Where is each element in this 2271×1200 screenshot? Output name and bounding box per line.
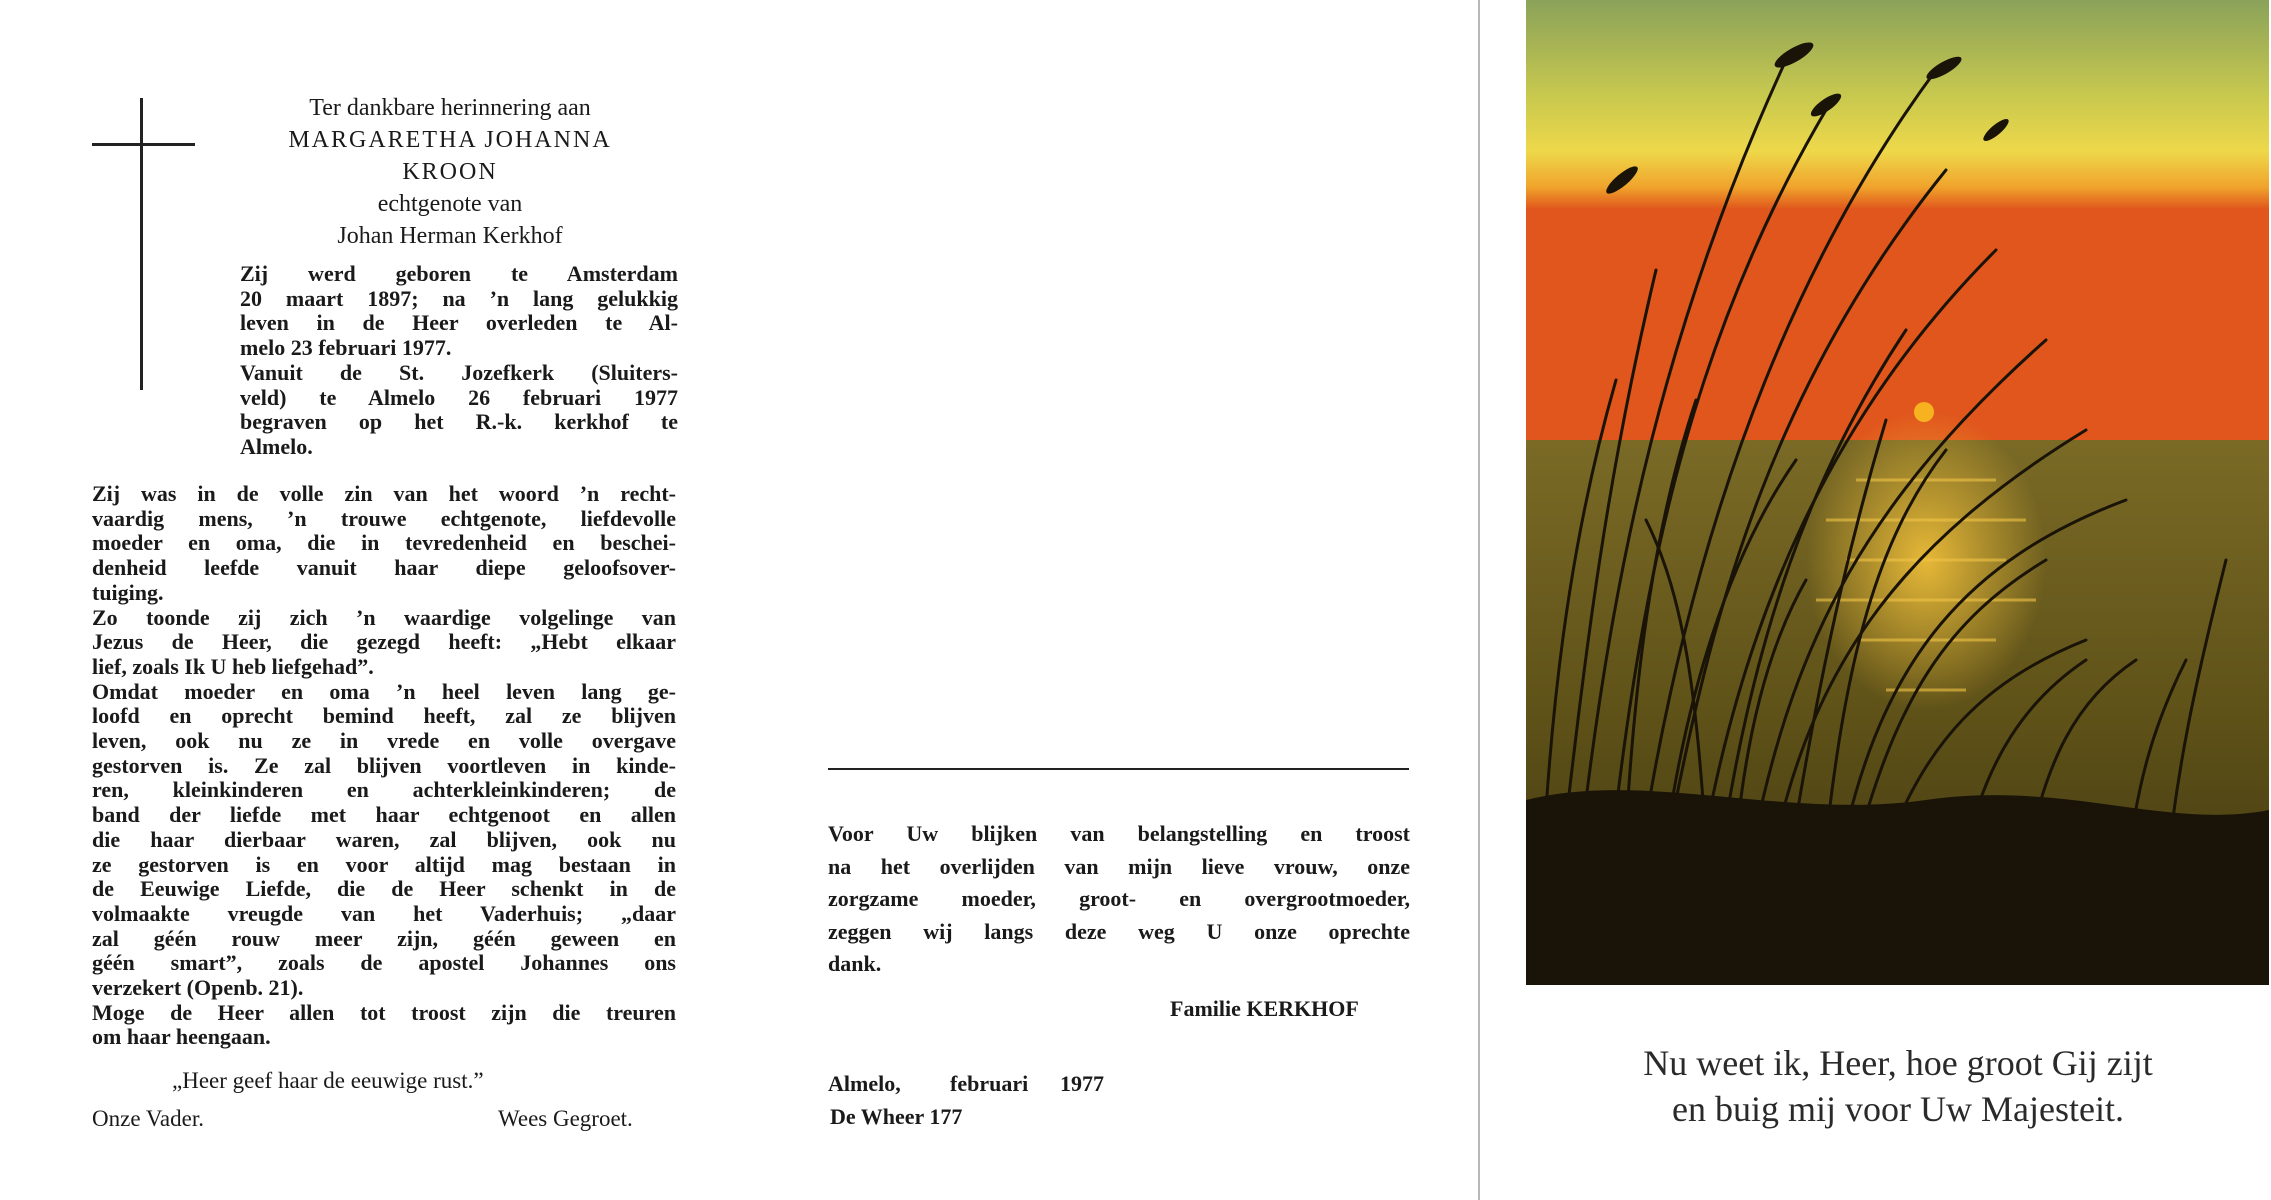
tribute-line: Zo toonde zij zich ’n waardige volgelinge van bbox=[92, 604, 676, 630]
bio-line: veld) te Almelo 26 februari 1977 bbox=[240, 384, 678, 410]
prayer-quote: „Heer geef haar de eeuwige rust.” bbox=[172, 1068, 484, 1093]
tribute-line: gestorven is. Ze zal blijven voortleven in kinde- bbox=[92, 752, 676, 778]
tribute-line: loofd en oprecht bemind heeft, zal ze blijven bbox=[92, 703, 676, 729]
spouse-name: Johan Herman Kerkhof bbox=[337, 223, 563, 249]
spouse-relation: echtgenote van bbox=[377, 191, 523, 217]
bio-line: Zij werd geboren te Amsterdam bbox=[240, 261, 678, 286]
tribute-line: géén smart”, zoals de apostel Johannes ons bbox=[92, 950, 676, 976]
memorial-header bbox=[220, 92, 680, 252]
tribute-text bbox=[92, 482, 676, 1050]
year: 1977 bbox=[1060, 1071, 1104, 1096]
thanks-line: zorgzame moeder, groot- en overgrootmoeder, bbox=[828, 886, 1410, 911]
tribute-line: ren, kleinkinderen en achterkleinkinderen; de bbox=[92, 777, 676, 803]
thanks-line: na het overlijden van mijn lieve vrouw, onze bbox=[828, 853, 1410, 879]
bio-line: melo 23 februari 1977. bbox=[240, 335, 452, 361]
caption-line: Nu weet ik, Heer, hoe groot Gij zijt bbox=[1643, 1043, 2153, 1083]
caption-line: en buig mij voor Uw Majesteit. bbox=[1672, 1089, 2124, 1129]
address: De Wheer 177 bbox=[830, 1104, 963, 1129]
bio-line: 20 maart 1897; na ’n lang gelukkig bbox=[240, 285, 678, 311]
prayer-our-father: Onze Vader. bbox=[92, 1106, 204, 1131]
family-signature: Familie KERKHOF bbox=[1170, 996, 1359, 1021]
tribute-line: denheid leefde vanuit haar diepe geloofsover- bbox=[92, 555, 676, 581]
tribute-line: vaardig mens, ’n trouwe echtgenote, liefdevolle bbox=[92, 505, 676, 531]
thanks-text bbox=[828, 818, 1410, 981]
tribute-line: de Eeuwige Liefde, die de Heer schenkt in de bbox=[92, 876, 676, 902]
tribute-line: lief, zoals Ik U heb liefgehad”. bbox=[92, 653, 374, 679]
prayer-hail-mary: Wees Gegroet. bbox=[498, 1106, 633, 1131]
tribute-line: zal géén rouw meer zijn, géén geween en bbox=[92, 925, 676, 951]
tribute-line: volmaakte vreugde van het Vaderhuis; „daar bbox=[92, 900, 676, 926]
bio-line: Vanuit de St. Jozefkerk (Sluiters- bbox=[240, 359, 678, 385]
tribute-line: Jezus de Heer, die gezegd heeft: „Hebt elkaar bbox=[92, 629, 676, 655]
cross-icon bbox=[140, 98, 143, 390]
tribute-line: Zij was in de volle zin van het woord ’n recht- bbox=[92, 481, 676, 506]
caption-verse bbox=[1528, 1040, 2268, 1132]
thanks-line: Voor Uw blijken van belangstelling en troost bbox=[828, 821, 1410, 846]
bio-line: leven in de Heer overleden te Al- bbox=[240, 310, 678, 336]
tribute-line: om haar heengaan. bbox=[92, 1024, 271, 1050]
month: februari bbox=[950, 1071, 1029, 1096]
sky bbox=[1526, 0, 2269, 445]
tribute-line: moeder en oma, die in tevredenheid en beschei- bbox=[92, 530, 676, 556]
biography bbox=[240, 262, 678, 460]
tribute-line: die haar dierbaar waren, zal blijven, ook nu bbox=[92, 826, 676, 852]
tribute-line: tuiging. bbox=[92, 579, 164, 605]
sun-icon bbox=[1914, 402, 1934, 422]
cross-icon-bar bbox=[92, 143, 195, 146]
tribute-line: ze gestorven is en voor altijd mag bestaan in bbox=[92, 851, 676, 877]
tribute-line: leven, ook nu ze in vrede en volle overgave bbox=[92, 728, 676, 754]
thanks-line: zeggen wij langs deze weg U onze oprechte bbox=[828, 918, 1410, 944]
bio-line: begraven op het R.-k. kerkhof te bbox=[240, 409, 678, 435]
sunset-photo bbox=[1526, 0, 2269, 985]
tribute-line: verzekert (Openb. 21). bbox=[92, 975, 304, 1001]
thanks-line: dank. bbox=[828, 951, 882, 976]
bio-line: Almelo. bbox=[240, 433, 313, 459]
tribute-line: Omdat moeder en oma ’n heel leven lang ge- bbox=[92, 678, 676, 704]
tribute-line: band der liefde met haar echtgenoot en allen bbox=[92, 802, 676, 828]
deceased-surname: KROON bbox=[402, 159, 498, 185]
tribute-line: Moge de Heer allen tot troost zijn die treuren bbox=[92, 999, 676, 1025]
deceased-name: MARGARETHA JOHANNA bbox=[288, 127, 612, 153]
left-panel bbox=[0, 0, 740, 1200]
divider-line bbox=[828, 768, 1409, 770]
header-dedication: Ter dankbare herinnering aan bbox=[309, 95, 591, 121]
place: Almelo, bbox=[828, 1071, 901, 1096]
